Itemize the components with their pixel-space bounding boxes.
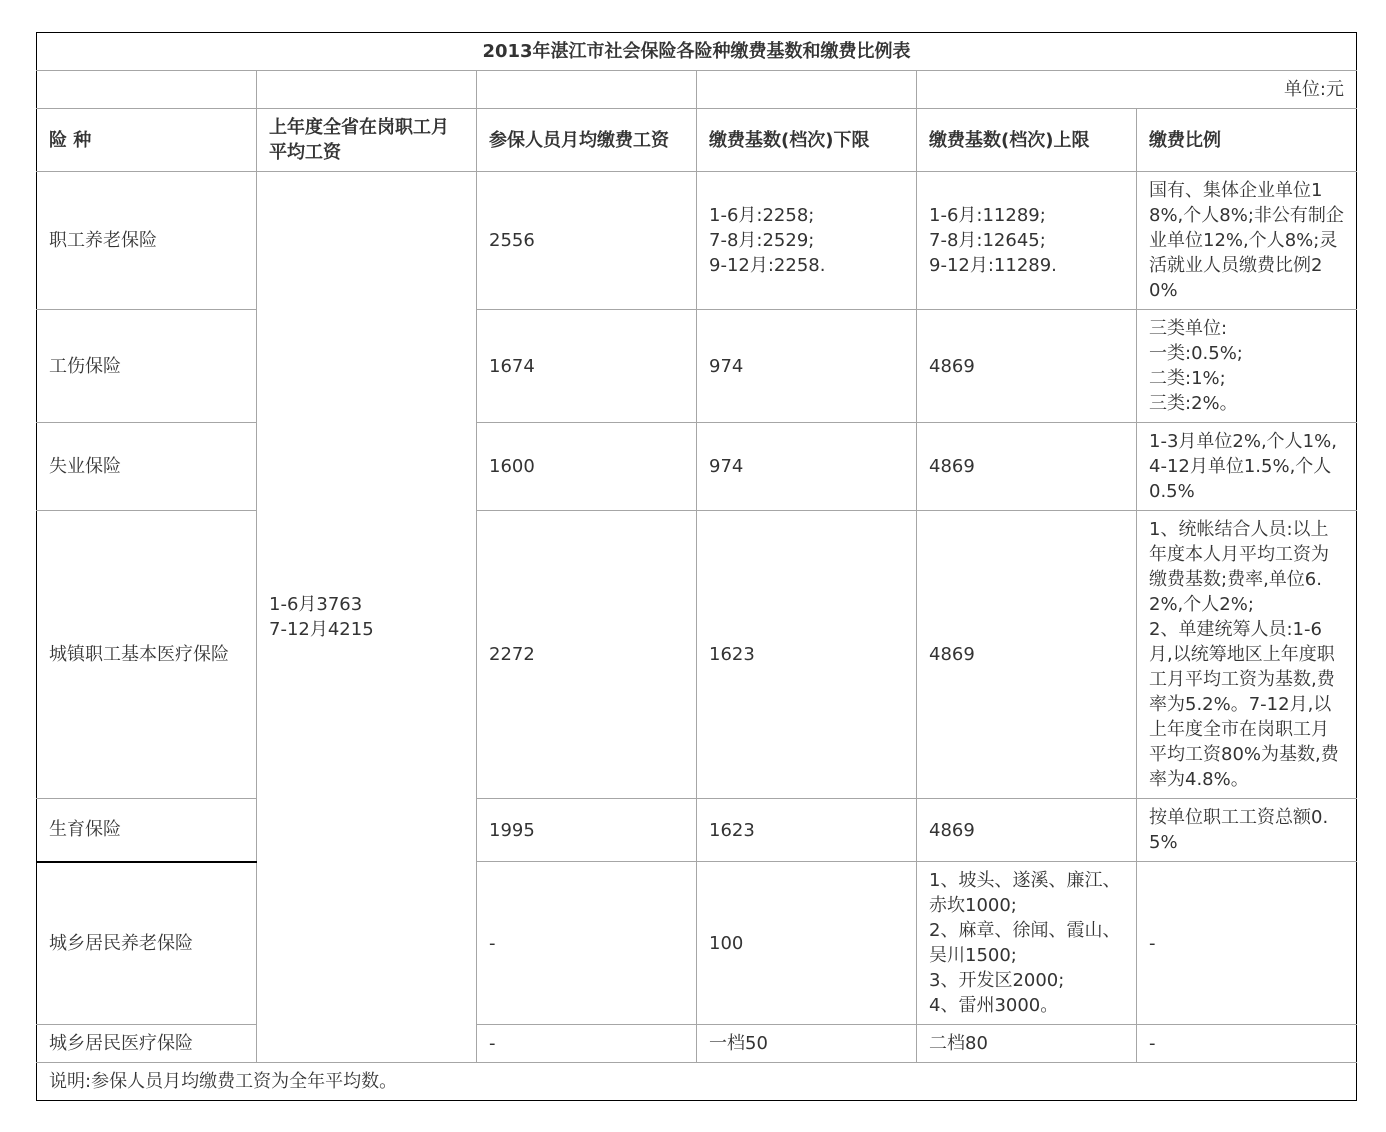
insurance-type-cell: 失业保险	[37, 423, 257, 511]
note-row	[37, 1063, 1357, 1101]
lower-limit-cell: 974	[697, 310, 917, 423]
header-avg-wage: 上年度全省在岗职工月平均工资	[257, 109, 477, 172]
insurance-type-cell: 职工养老保险	[37, 172, 257, 310]
lower-limit-cell: 1623	[697, 511, 917, 799]
ratio-cell: 三类单位: 一类:0.5%; 二类:1%; 三类:2%。	[1137, 310, 1357, 423]
upper-limit-cell: 二档80	[917, 1025, 1137, 1063]
monthly-wage-cell: 2556	[477, 172, 697, 310]
unit-label: 单位:元	[917, 71, 1357, 109]
insurance-type-cell: 工伤保险	[37, 310, 257, 423]
ratio-cell: 国有、集体企业单位18%,个人8%;非公有制企业单位12%,个人8%;灵活就业人员缴费比例20%	[1137, 172, 1357, 310]
lower-limit-cell: 1-6月:2258; 7-8月:2529; 9-12月:2258.	[697, 172, 917, 310]
header-ratio: 缴费比例	[1137, 109, 1357, 172]
header-monthly-wage: 参保人员月均缴费工资	[477, 109, 697, 172]
upper-limit-cell: 4869	[917, 799, 1137, 862]
monthly-wage-cell: 1674	[477, 310, 697, 423]
lower-limit-cell: 100	[697, 862, 917, 1025]
table-row	[37, 172, 1357, 310]
monthly-wage-cell: -	[477, 862, 697, 1025]
header-upper-limit: 缴费基数(档次)上限	[917, 109, 1137, 172]
table-note: 说明:参保人员月均缴费工资为全年平均数。	[37, 1063, 1357, 1101]
ratio-cell: 按单位职工工资总额0.5%	[1137, 799, 1357, 862]
monthly-wage-cell: 1995	[477, 799, 697, 862]
monthly-wage-cell: -	[477, 1025, 697, 1063]
empty-cell	[697, 71, 917, 109]
insurance-type-cell: 城镇职工基本医疗保险	[37, 511, 257, 799]
table-row	[37, 310, 1357, 423]
insurance-type-cell: 城乡居民医疗保险	[37, 1025, 257, 1063]
header-lower-limit: 缴费基数(档次)下限	[697, 109, 917, 172]
table-row	[37, 799, 1357, 862]
empty-cell	[37, 71, 257, 109]
table-title: 2013年湛江市社会保险各险种缴费基数和缴费比例表	[37, 33, 1357, 71]
empty-cell	[257, 71, 477, 109]
header-row	[37, 109, 1357, 172]
header-insurance-type: 险 种	[37, 109, 257, 172]
insurance-table	[36, 32, 1357, 1101]
upper-limit-cell: 1、坡头、遂溪、廉江、赤坎1000; 2、麻章、徐闻、霞山、吴川1500; 3、开发区2000; 4、雷州3000。	[917, 862, 1137, 1025]
unit-row	[37, 71, 1357, 109]
monthly-wage-cell: 1600	[477, 423, 697, 511]
monthly-wage-cell: 2272	[477, 511, 697, 799]
ratio-cell: -	[1137, 1025, 1357, 1063]
insurance-type-cell: 城乡居民养老保险	[37, 862, 257, 1025]
title-row	[37, 33, 1357, 71]
empty-cell	[477, 71, 697, 109]
table-row	[37, 423, 1357, 511]
table-row	[37, 511, 1357, 799]
ratio-cell: -	[1137, 862, 1357, 1025]
lower-limit-cell: 一档50	[697, 1025, 917, 1063]
upper-limit-cell: 4869	[917, 423, 1137, 511]
table-row	[37, 1025, 1357, 1063]
insurance-type-cell: 生育保险	[37, 799, 257, 862]
lower-limit-cell: 974	[697, 423, 917, 511]
lower-limit-cell: 1623	[697, 799, 917, 862]
avg-wage-cell: 1-6月3763 7-12月4215	[257, 172, 477, 1063]
ratio-cell: 1-3月单位2%,个人1%,4-12月单位1.5%,个人0.5%	[1137, 423, 1357, 511]
upper-limit-cell: 4869	[917, 310, 1137, 423]
ratio-cell: 1、统帐结合人员:以上年度本人月平均工资为缴费基数;费率,单位6.2%,个人2%; 2、单建统筹人员:1-6月,以统筹地区上年度职工月平均工资为基数,费率为5.2%。7-12月,以上年度全市在岗职工月平均工资80%为基数,费率为4.8%。	[1137, 511, 1357, 799]
upper-limit-cell: 1-6月:11289; 7-8月:12645; 9-12月:11289.	[917, 172, 1137, 310]
upper-limit-cell: 4869	[917, 511, 1137, 799]
table-row	[37, 862, 1357, 1025]
